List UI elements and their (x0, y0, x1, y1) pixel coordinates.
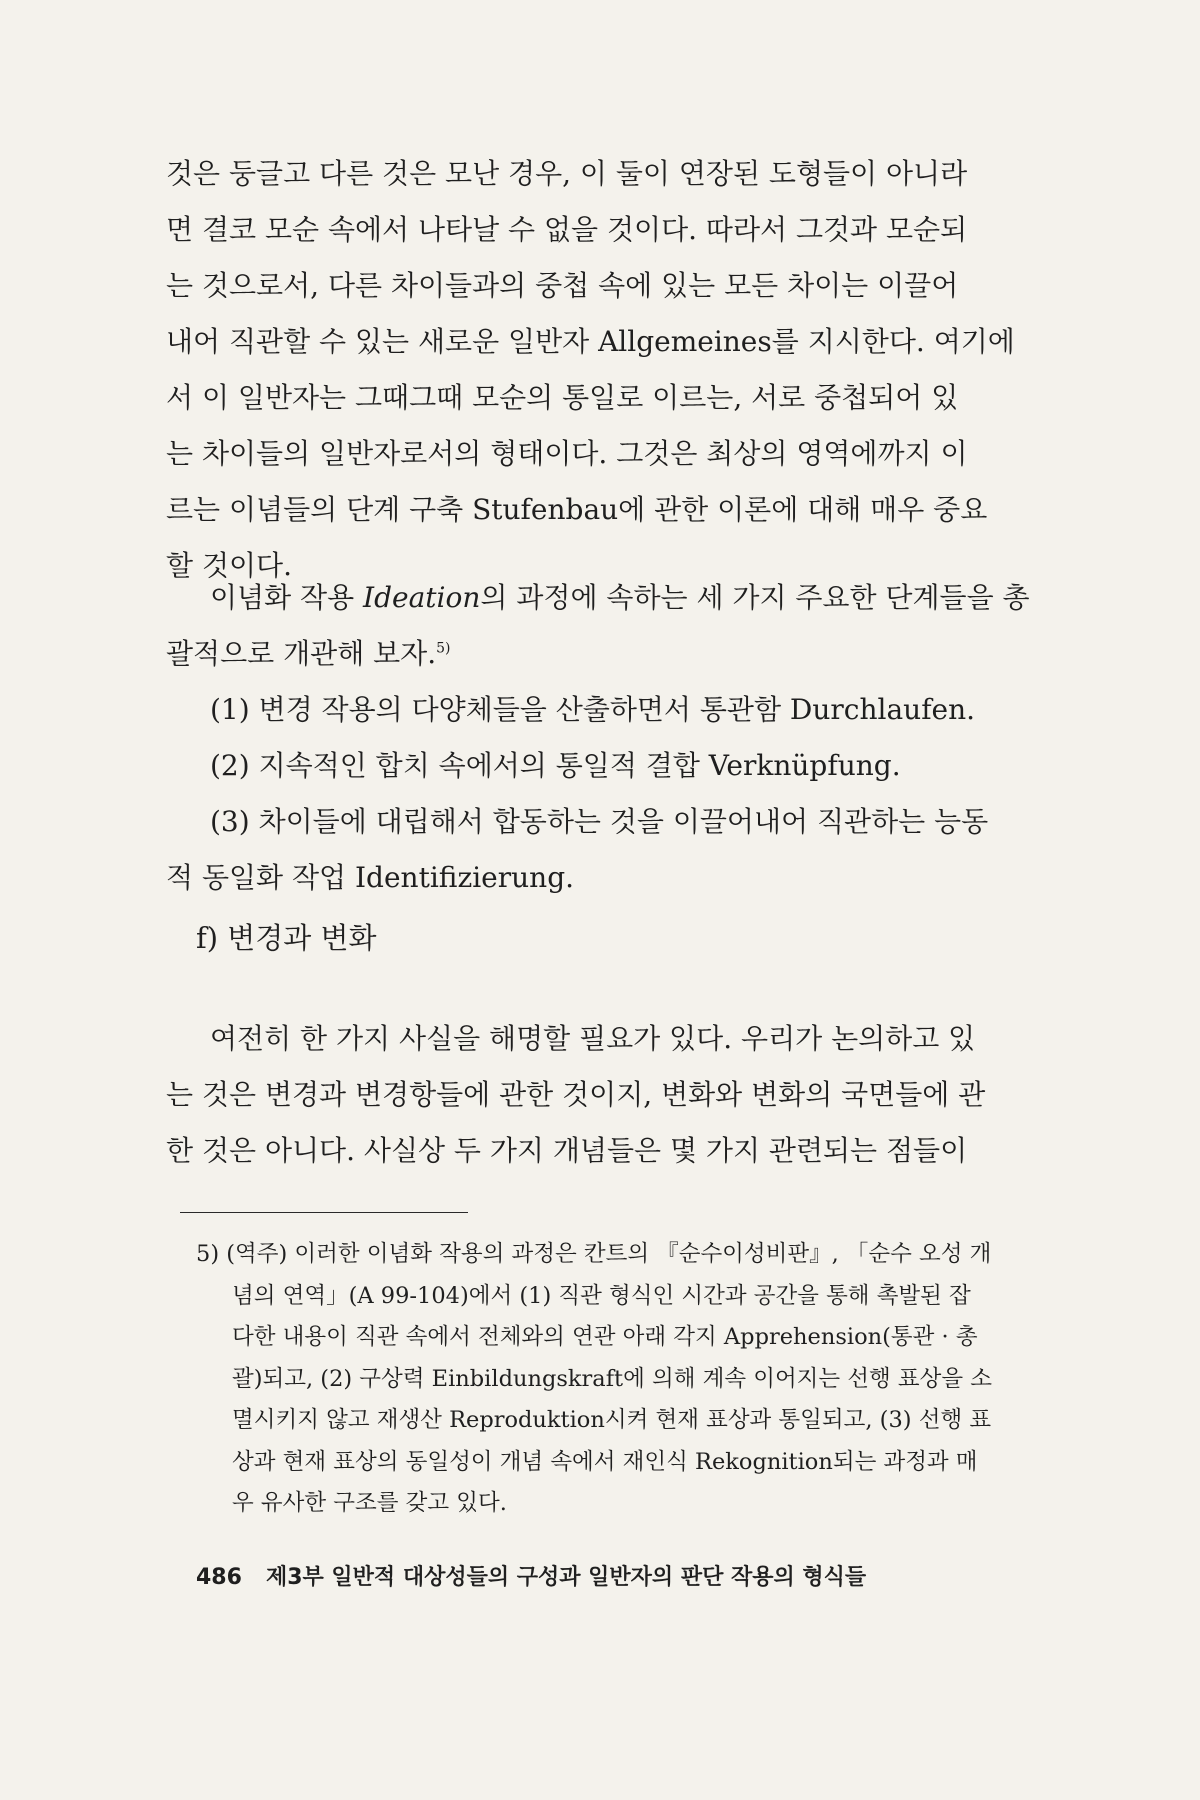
footnote-line: 우 유사한 구조를 갖고 있다. (232, 1490, 507, 1516)
steps-list (166, 682, 1042, 906)
text-segment: 이념화 작용 (210, 581, 364, 614)
footnote-line: 5) (역주) 이러한 이념화 작용의 과정은 칸트의 『순수이성비판』, 「순수 오성 개 (196, 1241, 992, 1267)
text-line: 는 차이들의 일반자로서의 형태이다. 그것은 최상의 영역에까지 이 (166, 437, 968, 470)
text-line: 여전히 한 가지 사실을 해명할 필요가 있다. 우리가 논의하고 있 (210, 1022, 976, 1055)
section-heading: f) 변경과 변화 (196, 921, 377, 955)
body-paragraph-2 (166, 570, 1042, 682)
page-number: 486 (196, 1565, 242, 1590)
list-item: (1) 변경 작용의 다양체들을 산출하면서 통관함 Durchlaufen. (210, 693, 976, 726)
list-item: (3) 차이들에 대립해서 합동하는 것을 이끌어내어 직관하는 능동 (210, 805, 989, 838)
text-line: 것은 둥글고 다른 것은 모난 경우, 이 둘이 연장된 도형들이 아니라 (166, 157, 968, 190)
footnote-line: 상과 현재 표상의 동일성이 개념 속에서 재인식 Rekognition되는 과정과 매 (232, 1448, 978, 1475)
text-line: 는 것으로서, 다른 차이들과의 중첩 속에 있는 모든 차이는 이끌어 (166, 269, 959, 302)
text-line (166, 626, 1042, 682)
text-line: 한 것은 아니다. 사실상 두 가지 개념들은 몇 가지 관련되는 점들이 (166, 1134, 968, 1167)
footnote (196, 1234, 1046, 1525)
text-line: 면 결코 모순 속에서 나타날 수 없을 것이다. 따라서 그것과 모순되 (166, 213, 968, 246)
text-line: 르는 이념들의 단계 구축 Stufenbau에 관한 이론에 대해 매우 중요 (166, 493, 988, 526)
text-line: 는 것은 변경과 변경항들에 관한 것이지, 변화와 변화의 국면들에 관 (166, 1078, 986, 1111)
list-item-continuation: 적 동일화 작업 Identifizierung. (166, 861, 575, 894)
body-paragraph-1 (166, 146, 1042, 594)
footnote-line: 괄)되고, (2) 구상력 Einbildungskraft에 의해 계속 이어지는 선행 표상을 소 (232, 1365, 993, 1392)
text-segment: 의 과정에 속하는 세 가지 주요한 단계들을 총 (480, 581, 1030, 614)
text-line: 할 것이다. (166, 549, 292, 582)
text-segment: 괄적으로 개관해 보자. (166, 637, 437, 670)
text-line (166, 570, 1042, 626)
footnote-line: 멸시키지 않고 재생산 Reproduktion시켜 현재 표상과 통일되고, (3) 선행 표 (232, 1407, 992, 1433)
list-item: (2) 지속적인 합치 속에서의 통일적 결합 Verknüpfung. (210, 749, 901, 782)
running-footer (196, 1563, 866, 1593)
footnote-line: 념의 연역」(A 99-104)에서 (1) 직관 형식인 시간과 공간을 통해 촉발된 잡 (232, 1282, 971, 1309)
footnote-divider (180, 1212, 468, 1213)
italic-term: Ideation (363, 581, 481, 614)
running-title: 제3부 일반적 대상성들의 구성과 일반자의 판단 작용의 형식들 (265, 1565, 867, 1590)
text-line: 서 이 일반자는 그때그때 모순의 통일로 이르는, 서로 중첩되어 있 (166, 381, 959, 414)
text-line: 내어 직관할 수 있는 새로운 일반자 Allgemeines를 지시한다. 여기에 (166, 325, 1015, 358)
footnote-line: 다한 내용이 직관 속에서 전체와의 연관 아래 각지 Apprehension(통관 · 총 (232, 1324, 978, 1350)
body-paragraph-3 (166, 1011, 1042, 1179)
footnote-reference: 5) (436, 640, 451, 657)
